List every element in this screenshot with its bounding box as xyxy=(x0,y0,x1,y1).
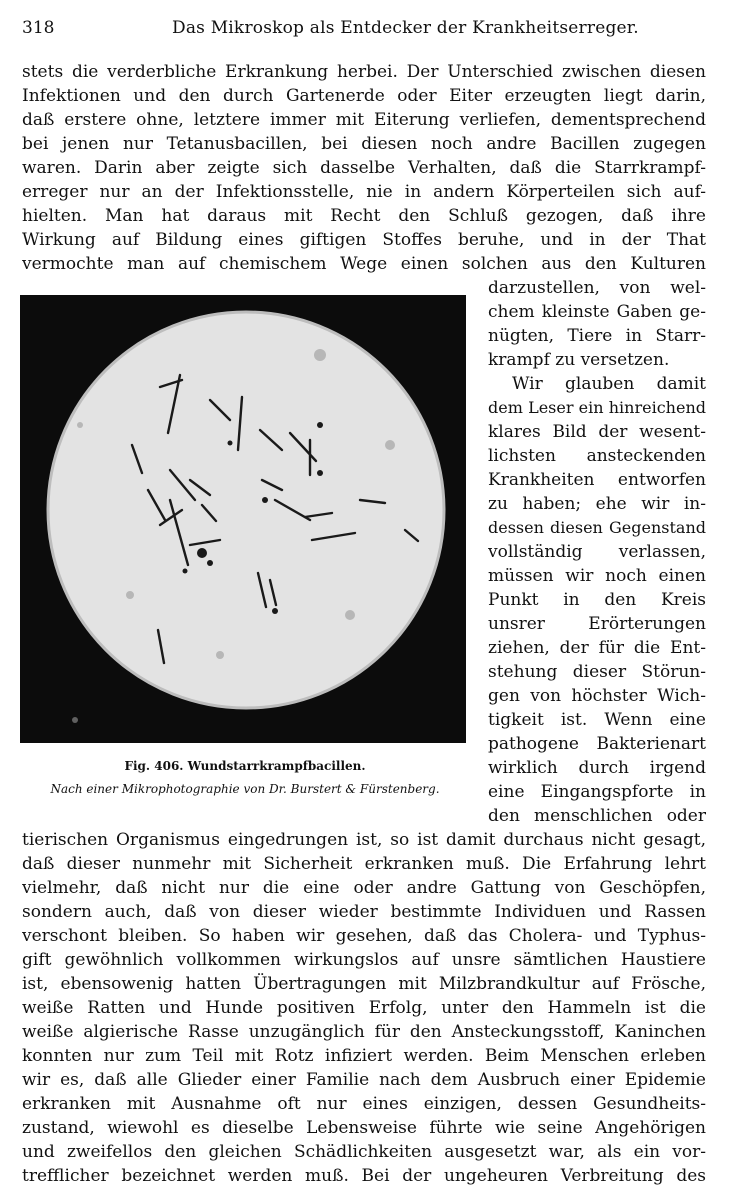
text-line: vermochte man auf chemischem Wege einen solchen aus den Kulturen xyxy=(22,254,706,274)
tetanus-bacilli-micrograph xyxy=(20,295,466,743)
text-line: krampf zu versetzen. xyxy=(488,350,670,370)
page-header xyxy=(22,14,708,42)
text-line: und zweifellos den gleichen Schädlichkeiten ausgesetzt war, als ein vor- xyxy=(22,1142,706,1162)
text-line: wir es, daß alle Glieder einer Familie nach dem Ausbruch einer Epidemie xyxy=(22,1070,706,1090)
text-line: ist, ebensowenig hatten Übertragungen mit Milzbrandkultur auf Frösche, xyxy=(22,974,706,994)
text-line: tigkeit ist. Wenn eine xyxy=(488,710,706,730)
text-line: vollständig verlassen, xyxy=(488,542,706,562)
text-line: weiße algierische Rasse unzugänglich für den Ansteckungsstoff, Kaninchen xyxy=(22,1022,706,1042)
text-line: trefflicher bezeichnet werden muß. Bei der ungeheuren Verbreitung des xyxy=(22,1166,706,1186)
text-line: stehung dieser Störun- xyxy=(488,662,706,682)
text-line: müssen wir noch einen xyxy=(488,566,706,586)
micrograph-figure xyxy=(20,295,466,743)
text-line: erkranken mit Ausnahme oft nur eines einzigen, dessen Gesundheits- xyxy=(22,1094,706,1114)
text-line: wirklich durch irgend xyxy=(488,758,706,778)
text-line: tierischen Organismus eingedrungen ist, so ist damit durchaus nicht gesagt, xyxy=(22,830,706,850)
text-line: Krankheiten entworfen xyxy=(488,470,706,490)
text-line: zu haben; ehe wir in- xyxy=(488,494,706,514)
text-line: daß erstere ohne, letztere immer mit Eiterung verliefen, dementsprechend xyxy=(22,110,706,130)
text-line: zustand, wiewohl es dieselbe Lebensweise führte wie seine Angehörigen xyxy=(22,1118,706,1138)
text-line: Infektionen und den durch Gartenerde oder Eiter erzeugten liegt darin, xyxy=(22,86,706,106)
text-line: unsrer Erörterungen xyxy=(488,614,706,634)
text-line: konnten nur zum Teil mit Rotz infiziert werden. Beim Menschen erleben xyxy=(22,1046,706,1066)
text-line: eine Eingangspforte in xyxy=(488,782,706,802)
figure-caption-credit: Nach einer Mikrophotographie von Dr. Burstert & Fürstenberg. xyxy=(50,782,440,796)
running-head: Das Mikroskop als Entdecker der Krankheitserreger. xyxy=(172,18,639,38)
text-line: dem Leser ein hinreichend xyxy=(488,398,706,417)
figure-caption-title: Fig. 406. Wundstarrkrampfbacillen. xyxy=(124,759,366,773)
text-line: stets die verderbliche Erkrankung herbei. Der Unterschied zwischen diesen xyxy=(22,62,706,82)
text-line: Wir glauben damit xyxy=(512,374,706,394)
text-line: vielmehr, daß nicht nur die eine oder andre Gattung von Geschöpfen, xyxy=(22,878,706,898)
text-line: den menschlichen oder xyxy=(488,806,706,826)
text-line: erreger nur an der Infektionsstelle, nie in andern Körperteilen sich auf- xyxy=(22,182,706,202)
text-line: daß dieser nunmehr mit Sicherheit erkranken muß. Die Erfahrung lehrt xyxy=(22,854,706,874)
text-line: Wirkung auf Bildung eines giftigen Stoffes beruhe, und in der That xyxy=(22,230,706,250)
text-line: darzustellen, von wel- xyxy=(488,278,706,298)
text-line: waren. Darin aber zeigte sich dasselbe Verhalten, daß die Starrkrampf- xyxy=(22,158,706,178)
text-line: chem kleinste Gaben ge- xyxy=(488,302,706,322)
text-line: ziehen, der für die Ent- xyxy=(488,638,706,658)
text-line: nügten, Tiere in Starr- xyxy=(488,326,706,346)
text-line: verschont bleiben. So haben wir gesehen, daß das Cholera- und Typhus- xyxy=(22,926,706,946)
text-line: Punkt in den Kreis xyxy=(488,590,706,610)
text-line: lichsten ansteckenden xyxy=(488,446,706,466)
text-line: dessen diesen Gegenstand xyxy=(488,518,706,537)
text-line: klares Bild der wesent- xyxy=(488,422,706,442)
text-line: pathogene Bakterienart xyxy=(488,734,706,754)
text-line: weiße Ratten und Hunde positiven Erfolg, unter den Hammeln ist die xyxy=(22,998,706,1018)
text-line: hielten. Man hat daraus mit Recht den Schluß gezogen, daß ihre xyxy=(22,206,706,226)
text-line: gen von höchster Wich- xyxy=(488,686,706,706)
page-number: 318 xyxy=(22,18,55,38)
text-line: sondern auch, daß von dieser wieder bestimmte Individuen und Rassen xyxy=(22,902,706,922)
text-line: bei jenen nur Tetanusbacillen, bei diesen noch andre Bacillen zugegen xyxy=(22,134,706,154)
text-line: gift gewöhnlich vollkommen wirkungslos auf unsre sämtlichen Haustiere xyxy=(22,950,706,970)
